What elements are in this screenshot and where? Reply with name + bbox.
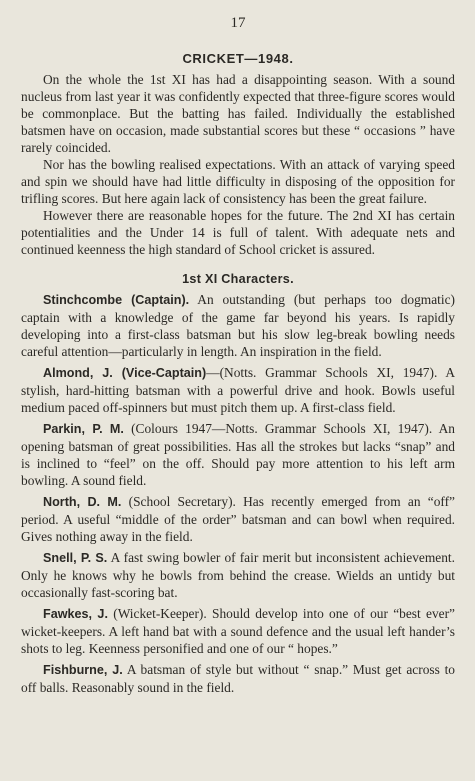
- character-name: Fawkes, J.: [43, 607, 108, 621]
- character-description: An opening batsman of great possibilities. Has all the strokes but lacks “snap” and is inclined to “feel” on the off. Should pay more attention to his left arm bowling. A sound field.: [21, 421, 455, 488]
- character-name: Parkin, P. M.: [43, 422, 124, 436]
- character-entry: [21, 549, 455, 601]
- character-name: Almond, J.: [43, 366, 113, 380]
- character-note: —(Notts. Grammar Schools XI, 1947).: [206, 365, 438, 380]
- character-note: (School Secretary).: [121, 494, 236, 509]
- characters-heading: 1st XI Characters.: [182, 272, 294, 286]
- character-note: (Colours 1947—Notts. Grammar Schools XI, 1947).: [123, 421, 433, 436]
- character-role: (Vice-Captain): [112, 366, 207, 380]
- character-name: Fishburne, J.: [43, 663, 123, 677]
- character-name: Stinchcombe (Captain).: [43, 293, 190, 307]
- character-entry: [21, 661, 455, 696]
- character-note: (Wicket-Keeper).: [107, 606, 207, 621]
- character-entry: [21, 605, 455, 657]
- character-entry: [21, 493, 455, 545]
- character-entry: [21, 364, 455, 416]
- character-description: A stylish, hard-hitting batsman with a powerful drive and hook. Bowls useful medium paced off-spinners but must pitch them up. A first-class field.: [21, 365, 456, 415]
- character-description: An outstanding (but perhaps too dogmatic) captain with a knowledge of the game far beyond his years. Is rapidly developing into a first-class batsman but his slow leg-break bowling needs careful attention—particularly in length. An inspiration in the field.: [21, 292, 456, 359]
- page-number: 17: [230, 15, 246, 31]
- character-description: Has recently emerged from an “off” period. A useful “middle of the order” batsman and can bowl when required. Gives nothing away in the field.: [21, 494, 456, 544]
- character-description: A batsman of style but without “ snap.” Must get across to off balls. Reasonably sound in the field.: [21, 662, 456, 695]
- character-entry: [21, 420, 455, 489]
- character-description: Should develop into one of our “best ever” wicket-keepers. A left hand bat with a sound defence and the usual left hander’s shots to leg. Keenness personified and one of our “ hopes.”: [21, 606, 455, 656]
- future-paragraph: However there are reasonable hopes for the future. The 2nd XI has certain potentialities and the Under 14 is full of talent. With adequate nets and continued keenness the high standard of School cricket is assured.: [21, 208, 455, 257]
- character-entry: [21, 291, 455, 360]
- intro-paragraph: On the whole the 1st XI has had a disappointing season. With a sound nucleus from last year it was confidently expected that three-figure scores would be commonplace. But the batting has failed. Individually the established batsmen have on occasion, made substantial scores but these “ occasions ” have rarely coincided.: [21, 72, 455, 155]
- character-name: North, D. M.: [43, 495, 122, 509]
- character-description: A fast swing bowler of fair merit but inconsistent achievement. Only he knows why he bowls from behind the crease. Wields an untidy but occasionally fast-scoring bat.: [21, 550, 456, 600]
- character-name: Snell, P. S.: [43, 551, 108, 565]
- bowling-paragraph: Nor has the bowling realised expectations. With an attack of varying speed and spin we should have had little difficulty in disposing of the opposition for trifling scores. But here again lack of consistency has been the great failure.: [21, 157, 455, 206]
- article-title: CRICKET—1948.: [182, 51, 294, 66]
